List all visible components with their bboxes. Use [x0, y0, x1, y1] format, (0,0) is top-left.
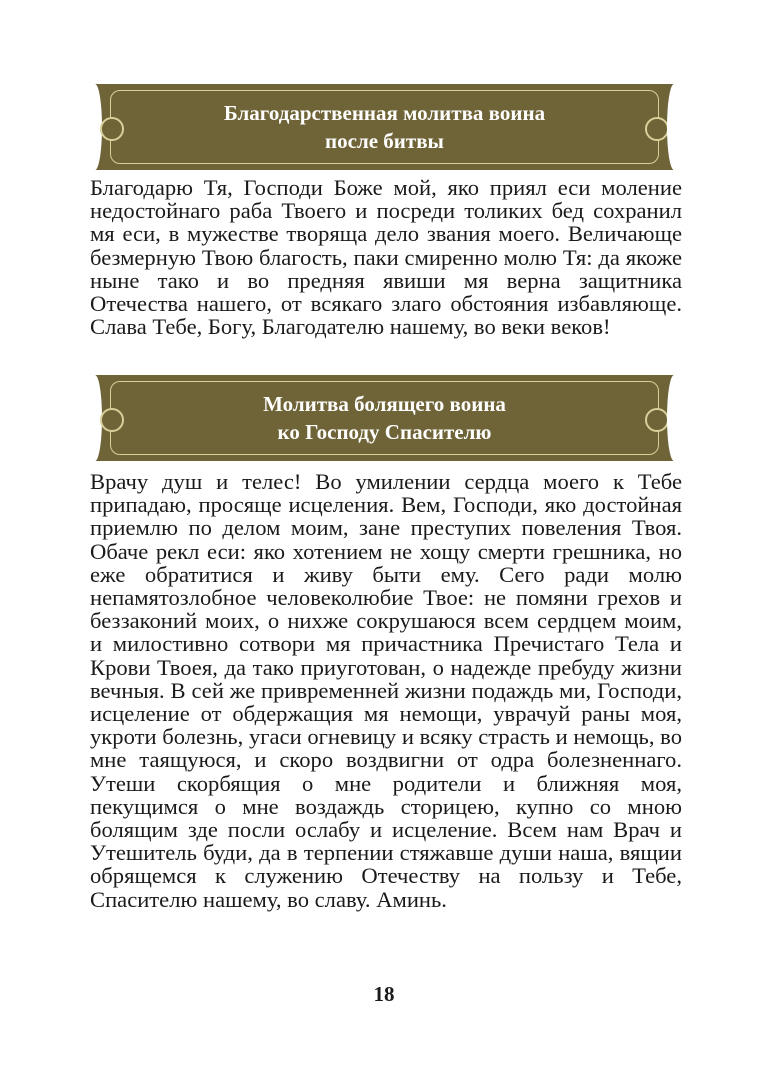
prayer-text-2: Врачу душ и телес! Во умилении сердца моего к Тебе припадаю, просяще исцеления. Вем, Господи, яко достойная приемлю по делом моим, зане преступих повеления Твоя. Обаче рекл еси: яко хотением не хощу смерти грешника, но еже обратитися и живу быти ему. Сего ради молю непамятозлобное человеколюбие Твое: не помяни грехов и беззаконий моих, о нихже сокрушаюся всем сердцем моим, и милостивно сотвори мя причастника Пречистаго Тела и Крови Твоея, да тако приуготован, о надежде пребуду жизни вечныя. В сей же привременней жизни подаждь ми, Господи, исцеление от обдержащия мя немощи, уврачуй раны моя, укроти болезнь, угаси огневицу и всяку страсть и немощь, во мне таящуюся, и скоро воздвигни от одра болезненнаго. Утеши скорбящия о мне родители и ближняя моя, пекущимся о мне воздаждь сторицею, купно со мною болящим зде посли ослабу и исцеление. Всем нам Врач и Утешитель буди, да в терпении стяжавше души наша, вящии обрящемся к служению Отечеству на пользу и Тебе, Спасителю нашему, во славу. Аминь.: [90, 469, 682, 912]
section-title-1-line-1: Благодарственная молитва воина: [223, 101, 546, 125]
prayer-text-1: Благодарю Тя, Господи Боже мой, яко приял еси моление недостойнаго раба Твоего и посреди толиких бед сохранил мя еси, в мужестве творяща дело звания моего. Величающе безмерную Твою благость, паки смиренно молю Тя: да якоже ныне тако и во предняя явиши мя верна защитника Отечества нашего, от всякаго злаго обстояния избавляюще. Слава Тебе, Богу, Благодателю нашему, во веки веков!: [90, 175, 682, 340]
section-title-2: [128, 375, 641, 461]
section-title-2-line-1: Молитва болящего воина: [263, 392, 506, 416]
ornament-right-icon: [645, 408, 669, 432]
section-title-1-line-2: после битвы: [325, 129, 444, 153]
ornament-right-icon: [645, 117, 669, 141]
section-title-banner-2: [88, 375, 681, 461]
page-number: 18: [373, 982, 395, 1006]
ornament-left-icon: [100, 117, 124, 141]
section-title-banner-1: [88, 84, 681, 170]
ornament-left-icon: [100, 408, 124, 432]
section-title-1: [128, 84, 641, 170]
section-title-2-line-2: ко Господу Спасителю: [277, 420, 492, 444]
